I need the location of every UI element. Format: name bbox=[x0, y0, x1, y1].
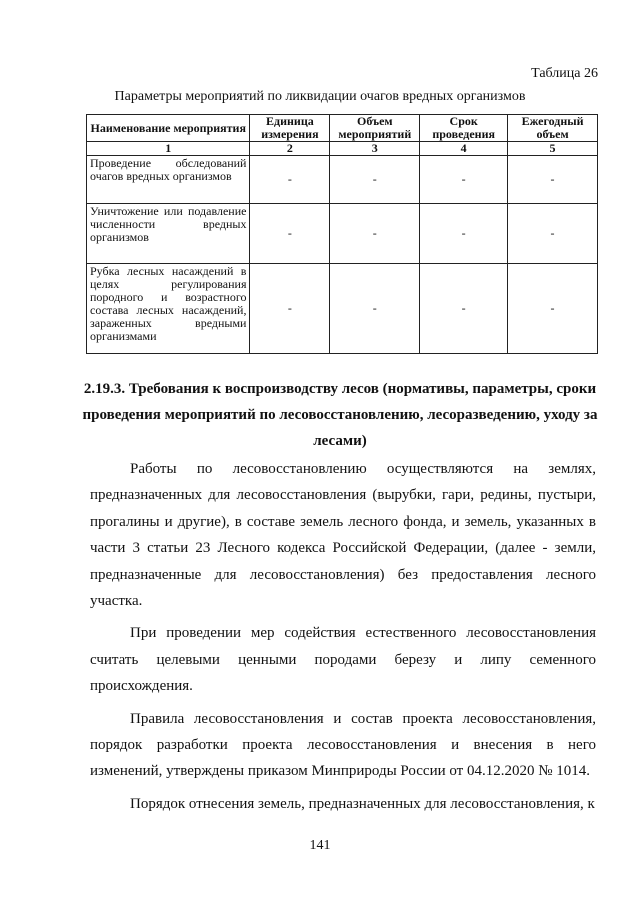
column-number: 5 bbox=[508, 142, 598, 156]
table-row bbox=[87, 204, 598, 264]
unit-cell: - bbox=[250, 156, 330, 204]
activity-name-cell: Рубка лесных насаждений в целях регулирования породного и возрастного состава лесных насаждений, зараженных вредными организмами bbox=[87, 264, 250, 354]
activity-name-cell: Уничтожение или подавление численности вредных организмов bbox=[87, 204, 250, 264]
activity-name-cell: Проведение обследований очагов вредных организмов bbox=[87, 156, 250, 204]
annual-volume-cell: - bbox=[508, 264, 598, 354]
header-period: Срок проведения bbox=[420, 115, 508, 142]
column-number: 1 bbox=[87, 142, 250, 156]
section-heading: 2.19.3. Требования к воспроизводству лесов (нормативы, параметры, сроки проведения мероприятий по лесовосстановлению, лесоразведению, уходу за лесами) bbox=[82, 381, 598, 449]
paragraph: При проведении мер содействия естественного лесовосстановления считать целевыми ценными породами березу и липу семенного происхождения. bbox=[90, 625, 596, 695]
header-volume: Объем мероприятий bbox=[330, 115, 420, 142]
page-number: 141 bbox=[309, 838, 331, 853]
header-unit: Единица измерения bbox=[250, 115, 330, 142]
header-annual-volume: Ежегодный объем bbox=[508, 115, 598, 142]
annual-volume-cell: - bbox=[508, 156, 598, 204]
paragraph: Порядок отнесения земель, предназначенных для лесовосстановления, к bbox=[130, 795, 595, 812]
column-number-row bbox=[87, 142, 598, 156]
period-cell: - bbox=[420, 264, 508, 354]
unit-cell: - bbox=[250, 264, 330, 354]
annual-volume-cell: - bbox=[508, 204, 598, 264]
column-number: 2 bbox=[250, 142, 330, 156]
volume-cell: - bbox=[330, 204, 420, 264]
paragraph: Работы по лесовосстановлению осуществляются на землях, предназначенных для лесовосстановления (вырубки, гари, редины, пустыри, прогалины и другие), в составе земель лесного фонда, и земель, указанных в части 3 статьи 23 Лесного кодекса Российской Федерации, (далее - земли, предназначенные для лесовосстановления) без предоставления лесного участка. bbox=[90, 461, 596, 610]
parameters-table bbox=[86, 114, 598, 354]
paragraph: Правила лесовосстановления и состав проекта лесовосстановления, порядок разработки проекта лесовосстановления и внесения в него изменений, утверждены приказом Минприроды России от 04.12.2020 № 1014. bbox=[90, 710, 596, 780]
volume-cell: - bbox=[330, 264, 420, 354]
unit-cell: - bbox=[250, 204, 330, 264]
table-header-row bbox=[87, 115, 598, 142]
table-caption: Параметры мероприятий по ликвидации очагов вредных организмов bbox=[114, 89, 526, 104]
period-cell: - bbox=[420, 156, 508, 204]
table-number: Таблица 26 bbox=[531, 66, 598, 81]
table-row bbox=[87, 264, 598, 354]
column-number: 3 bbox=[330, 142, 420, 156]
column-number: 4 bbox=[420, 142, 508, 156]
body-text bbox=[90, 456, 596, 823]
table-row bbox=[87, 156, 598, 204]
header-activity-name: Наименование мероприятия bbox=[87, 115, 250, 142]
period-cell: - bbox=[420, 204, 508, 264]
volume-cell: - bbox=[330, 156, 420, 204]
